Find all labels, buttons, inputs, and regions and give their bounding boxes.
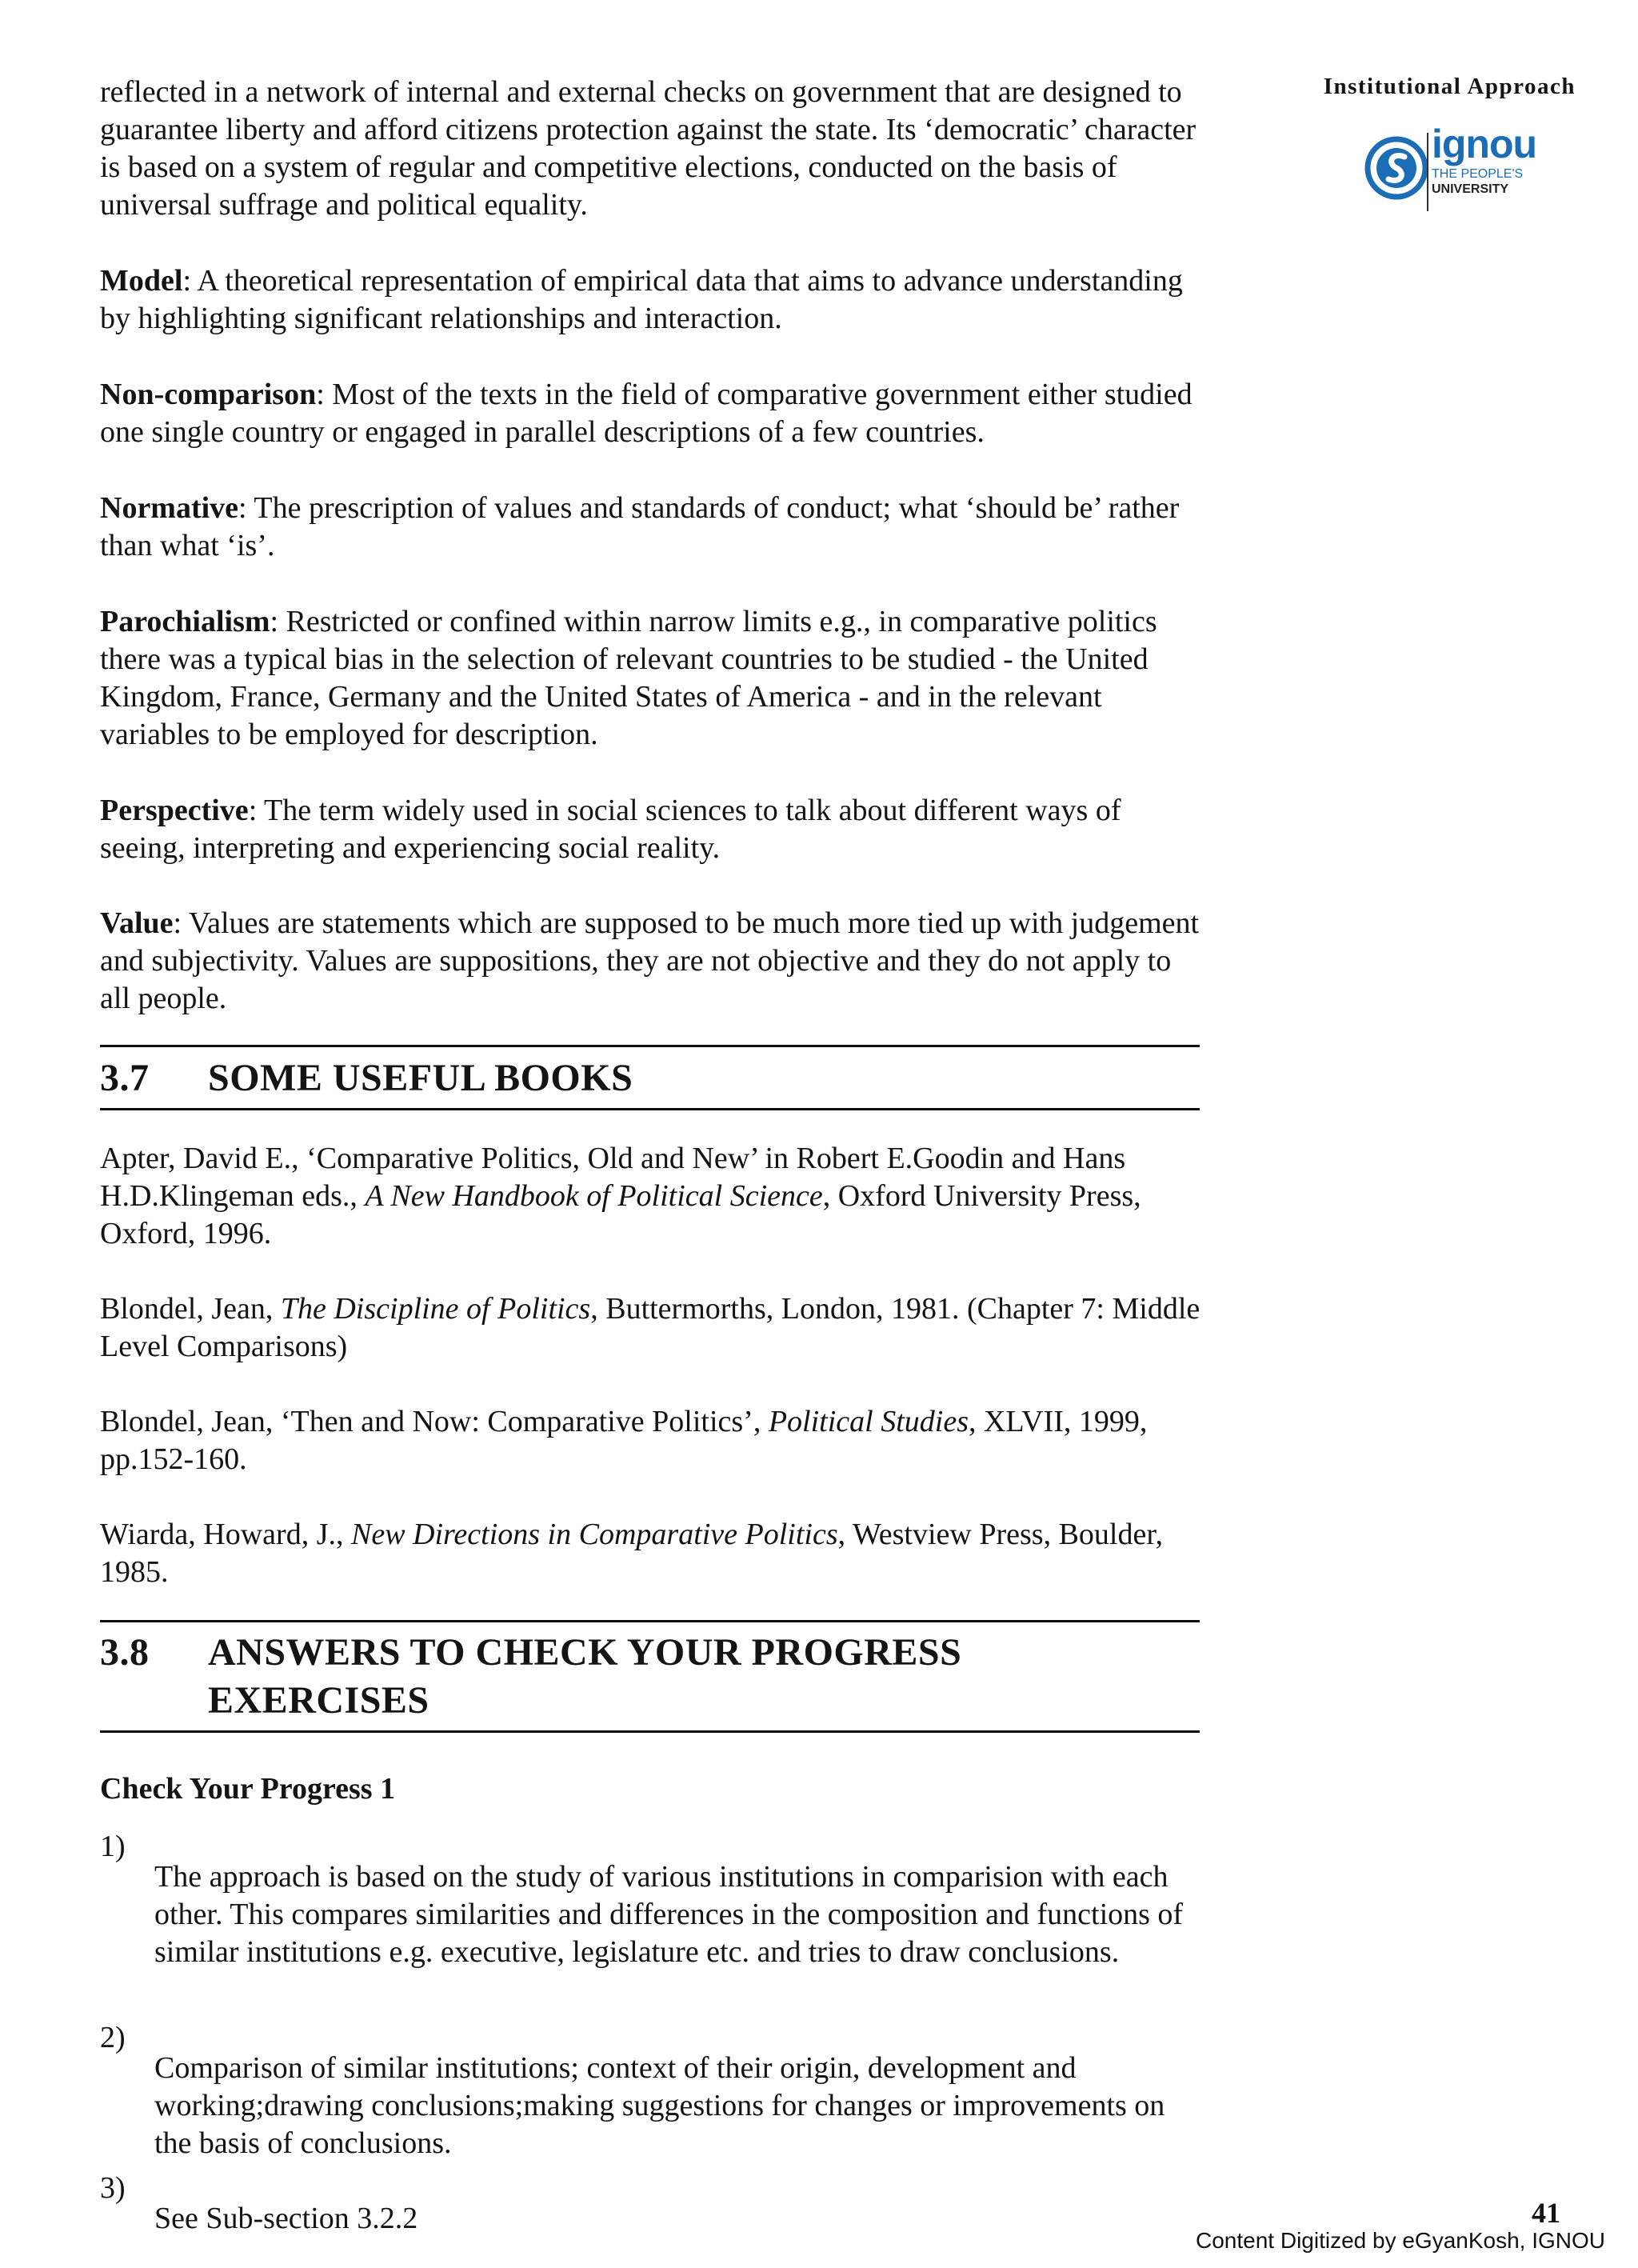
glossary-entry: [100, 376, 1204, 451]
digitization-credit: Content Digitized by eGyanKosh, IGNOU: [1196, 2228, 1606, 2253]
section-heading-3-8: [100, 1629, 961, 1725]
reference-title: New Directions in Comparative Politics: [350, 1518, 838, 1551]
logo-text: [1432, 122, 1536, 197]
glossary-definition: : Most of the texts in the field of comparative government either studied one single country or engaged in parallel descriptions of a few countries.: [100, 378, 1193, 449]
glossary-term: Normative: [100, 491, 239, 525]
glossary-term: Parochialism: [100, 605, 270, 638]
answer-number: 3): [100, 2171, 126, 2205]
reference-text: , Westview Press, Boulder, 1985.: [100, 1518, 1163, 1589]
glossary-term: Perspective: [100, 794, 249, 827]
glossary-term: Value: [100, 906, 174, 940]
reference-text: Blondel, Jean,: [100, 1292, 281, 1326]
reference-text: , XLVII, 1999, pp.152-160.: [100, 1405, 1148, 1476]
section-rule: [100, 1045, 1200, 1047]
reference-text: Blondel, Jean, ‘Then and Now: Comparative Politics’,: [100, 1405, 769, 1438]
section-rule: [100, 1730, 1200, 1733]
logo-divider: [1427, 133, 1428, 211]
glossary-definition: : The prescription of values and standards of conduct; what ‘should be’ rather than what ‘is’.: [100, 491, 1180, 562]
glossary-entry: [100, 792, 1204, 867]
section-title: SOME USEFUL BOOKS: [208, 1057, 633, 1099]
logo-word: ignou: [1432, 122, 1537, 166]
glossary-entry: [100, 905, 1204, 1018]
answer-text: See Sub-section 3.2.2: [154, 2202, 418, 2235]
intro-paragraph: reflected in a network of internal and external checks on government that are designed to guarantee liberty and afford citizens protection against the state. Its ‘democratic’ character is based on a system of regular and competitive elections, conducted on the basis of universal suffrage and political equality.: [100, 75, 1197, 222]
reference-title: The Discipline of Politics: [280, 1292, 591, 1326]
reference-text: , Oxford University Press, Oxford, 1996.: [100, 1179, 1141, 1250]
answer-item: [100, 2170, 1204, 2268]
glossary-term: Non-comparison: [100, 378, 317, 411]
running-head: Institutional Approach: [1323, 74, 1576, 99]
glossary-definition: : Restricted or confined within narrow limits e.g., in comparative politics there was a typical bias in the selection of relevant countries to be studied - the United Kingdom, France, Germany and the United States of America - and in the relevant variables to be employed for description.: [100, 605, 1157, 751]
answer-item: [100, 1828, 1204, 2002]
answer-text: Comparison of similar institutions; context of their origin, development and working;drawing conclusions;making suggestions for changes or improvements on the basis of conclusions.: [154, 2051, 1165, 2160]
section-title-line-2: EXERCISES: [208, 1679, 429, 1722]
reference-text: Apter, David E., ‘Comparative Politics, Old and New’ in Robert E.Goodin and Hans H.D.Klingeman eds.,: [100, 1142, 1126, 1213]
reference-item: [100, 1516, 1204, 1591]
section-rule: [100, 1108, 1200, 1110]
reference-text: , Buttermorths, London, 1981. (Chapter 7: Middle Level Comparisons): [100, 1292, 1201, 1363]
glossary-definition: : Values are statements which are supposed to be much more tied up with judgement and subjectivity. Values are suppositions, they are not objective and they do not apply to all people.: [100, 906, 1200, 1015]
answer-item: [100, 2019, 1204, 2193]
glossary-definition: : A theoretical representation of empirical data that aims to advance understanding by highlighting significant relationships and interaction.: [100, 264, 1183, 335]
page-number: 41: [1532, 2197, 1560, 2229]
check-progress-heading: Check Your Progress 1: [100, 1772, 396, 1806]
glossary-entry: [100, 262, 1204, 338]
section-heading-3-7: [100, 1054, 633, 1102]
section-number: 3.7: [100, 1057, 150, 1099]
answer-text: The approach is based on the study of various institutions in comparision with each other. This compares similarities and differences in the composition and functions of similar institutions e.g. executive, legislature etc. and tries to draw conclusions.: [154, 1860, 1184, 1969]
answer-number: 2): [100, 2021, 126, 2054]
glossary-entry: [100, 603, 1204, 754]
glossary-entry: [100, 490, 1204, 565]
answer-number: 1): [100, 1830, 126, 1863]
reference-item: [100, 1403, 1204, 1478]
reference-title: Political Studies: [768, 1405, 969, 1438]
reference-text: Wiarda, Howard, J.,: [100, 1518, 351, 1551]
section-number: 3.8: [100, 1631, 150, 1674]
logo-tagline-1: THE PEOPLE'S: [1432, 167, 1524, 181]
reference-item: [100, 1290, 1204, 1366]
logo-tagline-2: UNIVERSITY: [1432, 182, 1509, 196]
reference-item: [100, 1140, 1204, 1253]
section-title-line-1: ANSWERS TO CHECK YOUR PROGRESS: [208, 1631, 962, 1674]
section-rule: [100, 1620, 1200, 1622]
reference-title: A New Handbook of Political Science: [365, 1179, 823, 1213]
glossary-definition: : The term widely used in social sciences to talk about different ways of seeing, interpreting and experiencing social reality.: [100, 794, 1121, 865]
glossary-term: Model: [100, 264, 183, 298]
